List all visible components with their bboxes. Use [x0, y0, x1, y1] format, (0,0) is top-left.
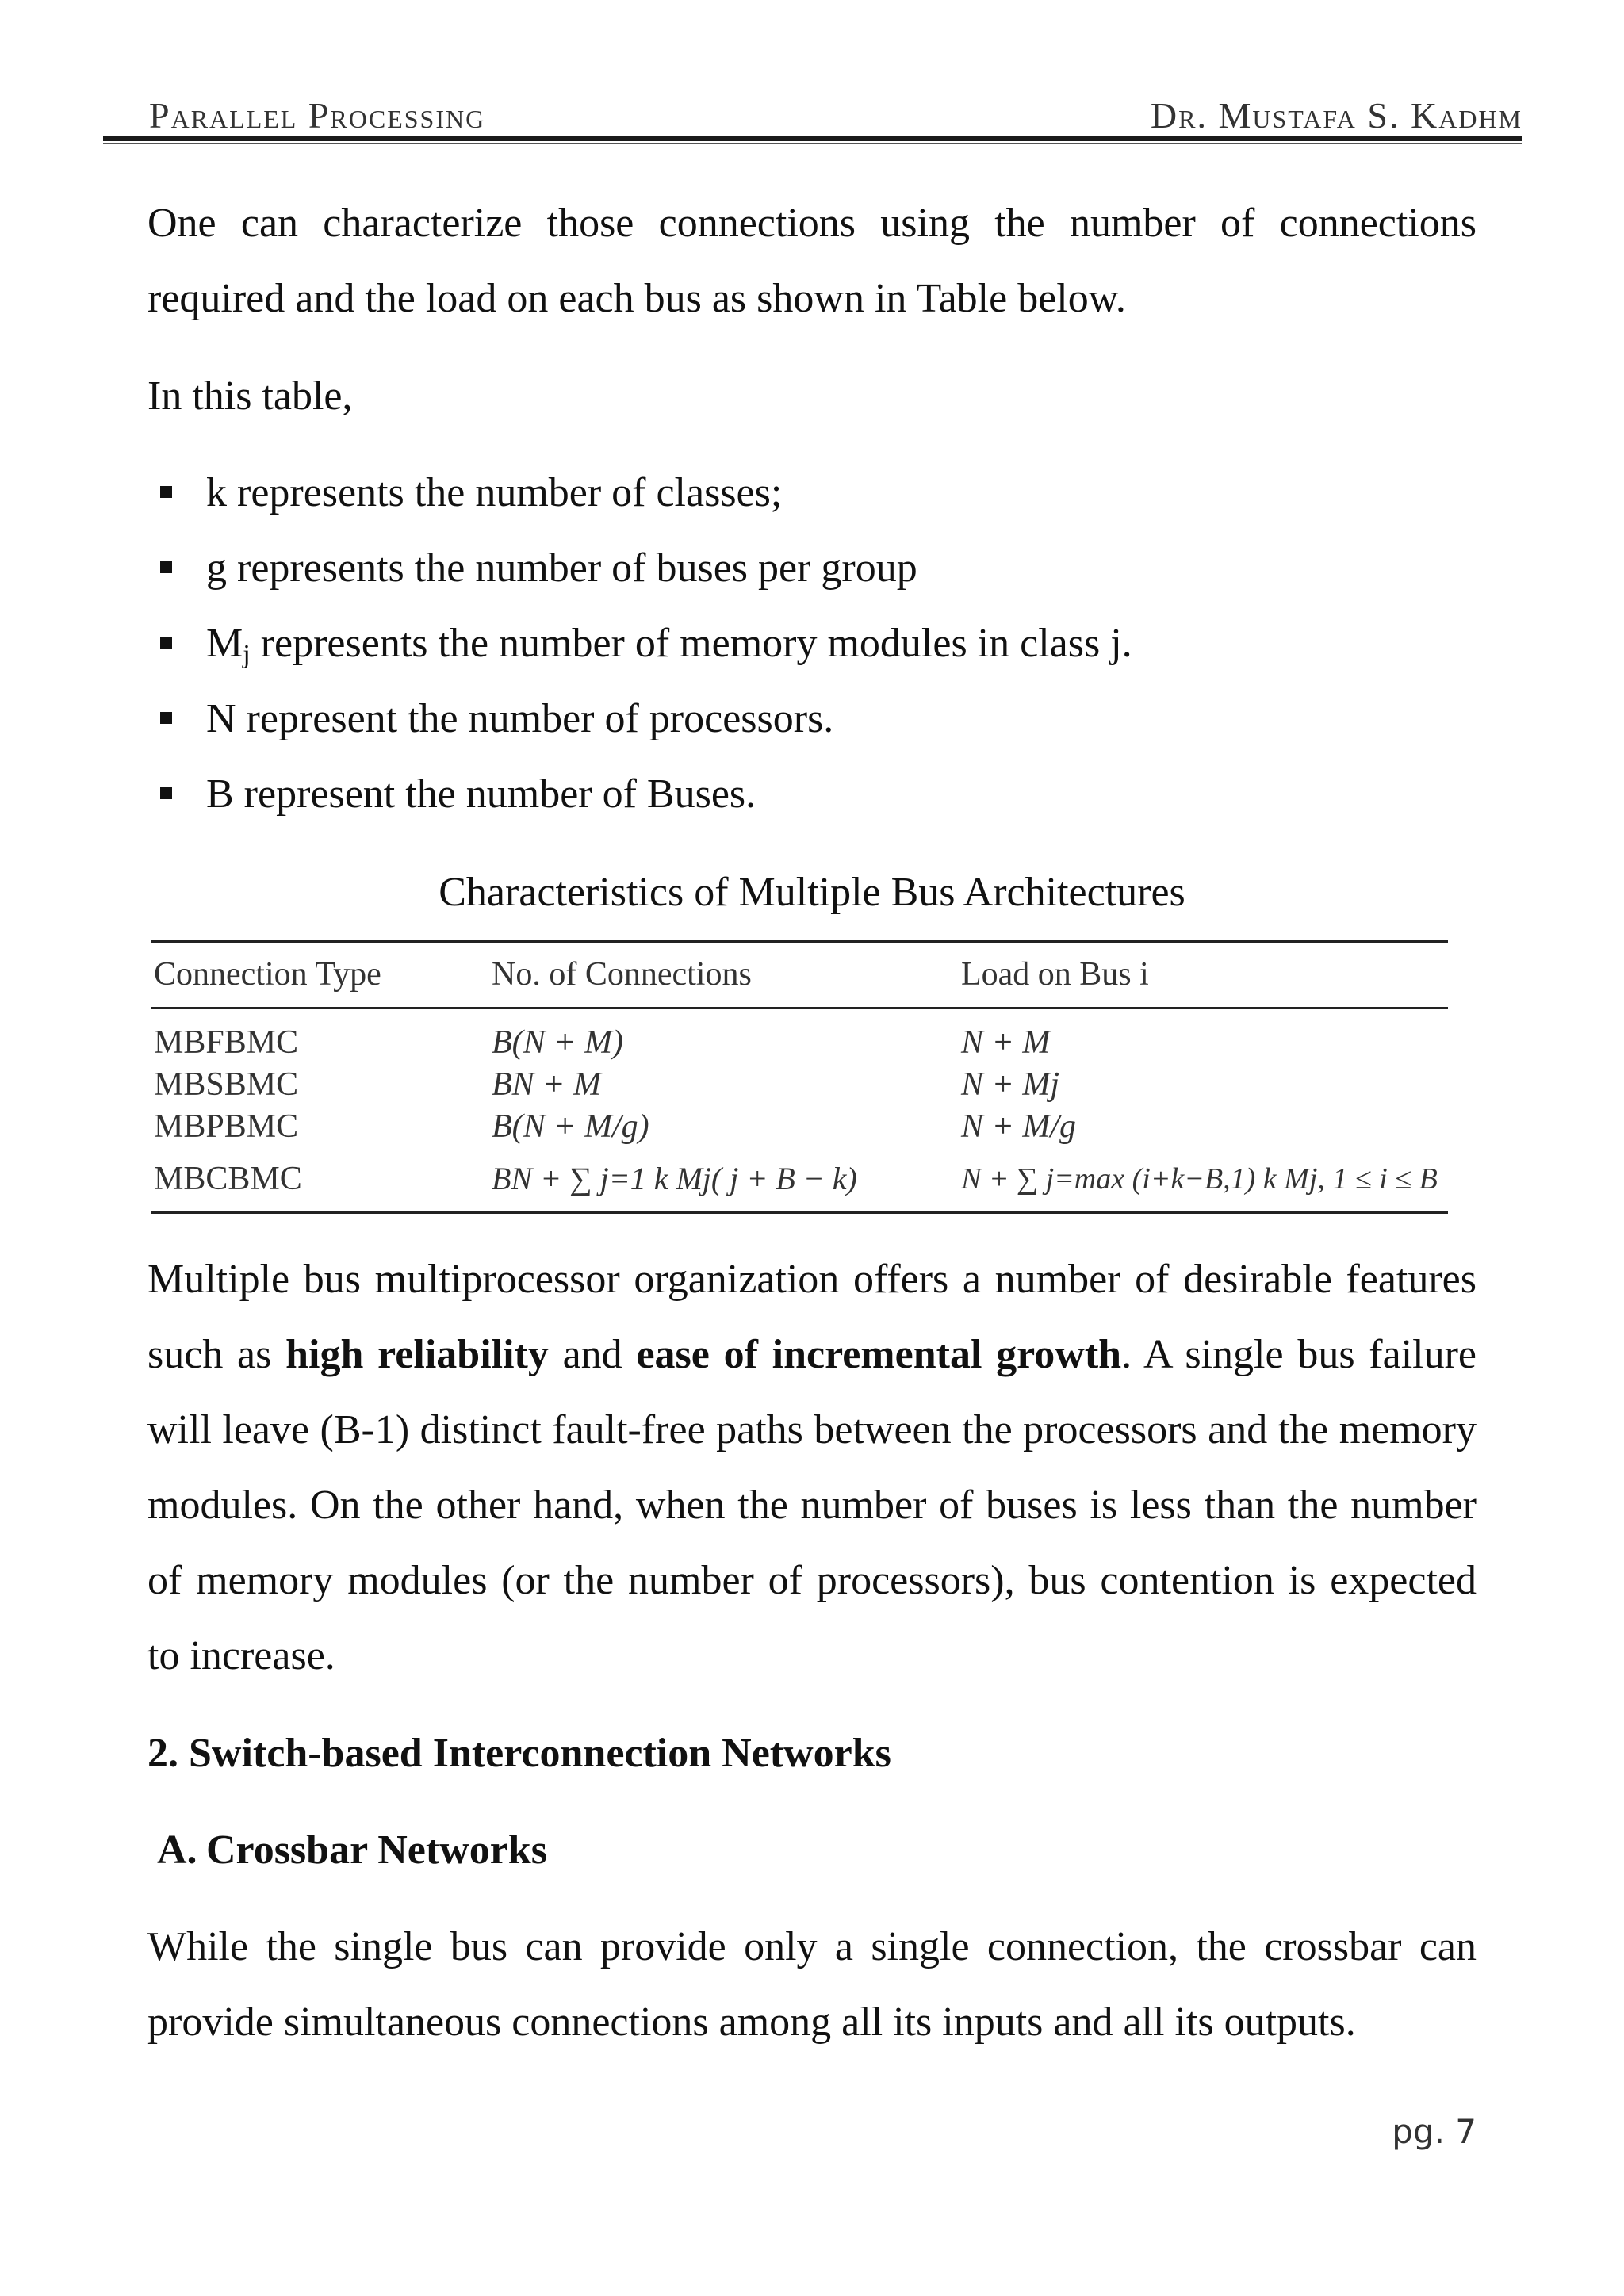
bullet-icon — [160, 561, 172, 573]
page-header — [103, 94, 1522, 138]
body-text: and — [548, 1332, 637, 1377]
bullet-icon — [160, 712, 172, 724]
table-cell: B(N + M) — [492, 1024, 623, 1061]
table-cell: B(N + M/g) — [492, 1108, 649, 1145]
body-paragraph — [147, 1242, 1477, 1693]
body-text: . A single bus failure will leave (B-1) distinct fault-free paths between the processors and the memory modules. On the other hand, when the number of buses is less than the number of memory modules (or the number of processors), bus contention is expected to increase. — [147, 1332, 1477, 1678]
intro-lead: In this table, — [147, 373, 353, 419]
bullet-icon — [160, 486, 172, 498]
table-rule-mid — [151, 1007, 1448, 1009]
column-header: No. of Connections — [492, 956, 752, 993]
list-item-text: N represent the number of processors. — [206, 696, 834, 741]
subsection-heading — [157, 1812, 547, 1888]
table-cell: MBPBMC — [154, 1108, 299, 1145]
body-text: Multiple bus multiprocessor organization offers a number of desirable features such as — [147, 1257, 1477, 1377]
definition-list — [147, 455, 1477, 832]
table-cell: N + M — [961, 1024, 1051, 1061]
column-header: Connection Type — [154, 956, 381, 993]
list-item-subscript: j — [243, 640, 251, 669]
table-rule-top — [151, 940, 1448, 943]
table-caption: Characteristics of Multiple Bus Architectures — [439, 870, 1185, 915]
subsection-number: A. — [157, 1827, 197, 1873]
header-rule — [103, 136, 1522, 141]
bullet-icon — [160, 787, 172, 799]
section-heading: 2. Switch-based Interconnection Networks — [147, 1731, 891, 1776]
table-rule-bottom — [151, 1211, 1448, 1214]
table-cell: BN + M — [492, 1066, 601, 1103]
list-item — [147, 455, 1477, 530]
list-item — [147, 681, 1477, 756]
list-item-text: g represents the number of buses per group — [206, 545, 917, 591]
list-item — [147, 606, 1477, 681]
header-rule-thin — [103, 143, 1522, 144]
subsection-title: Crossbar Networks — [206, 1827, 547, 1873]
table-cell: N + M/g — [961, 1108, 1077, 1145]
list-item — [147, 756, 1477, 832]
list-item-text: M — [206, 621, 243, 666]
table-cell: MBSBMC — [154, 1066, 299, 1103]
list-item-text: B represent the number of Buses. — [206, 771, 756, 817]
crossbar-paragraph: While the single bus can provide only a single connection, the crossbar can provide simultaneous connections among all its inputs and all its outputs. — [147, 1924, 1477, 2045]
emphasis-text: ease of incremental growth — [636, 1332, 1122, 1377]
course-title: Parallel Processing — [149, 95, 486, 136]
author-name: Dr. Mustafa S. Kadhm — [1150, 95, 1522, 136]
table-cell: MBFBMC — [154, 1024, 299, 1061]
table-cell: BN + ∑ j=1 k Mj( j + B − k) — [492, 1161, 857, 1196]
page-number: pg. 7 — [1392, 2112, 1477, 2151]
table-cell: MBCBMC — [154, 1161, 302, 1197]
bullet-icon — [160, 637, 172, 649]
table-cell: N + ∑ j=max (i+k−B,1) k Mj, 1 ≤ i ≤ B — [961, 1162, 1438, 1196]
intro-paragraph: One can characterize those connections using the number of connections required and the load on each bus as shown in Table below. — [147, 201, 1477, 321]
list-item-text: k represents the number of classes; — [206, 470, 783, 515]
column-header: Load on Bus i — [961, 956, 1149, 993]
emphasis-text: high reliability — [285, 1332, 549, 1377]
list-item — [147, 530, 1477, 606]
table-cell: N + Mj — [961, 1066, 1060, 1103]
list-item-text: represents the number of memory modules in class j. — [250, 621, 1132, 666]
